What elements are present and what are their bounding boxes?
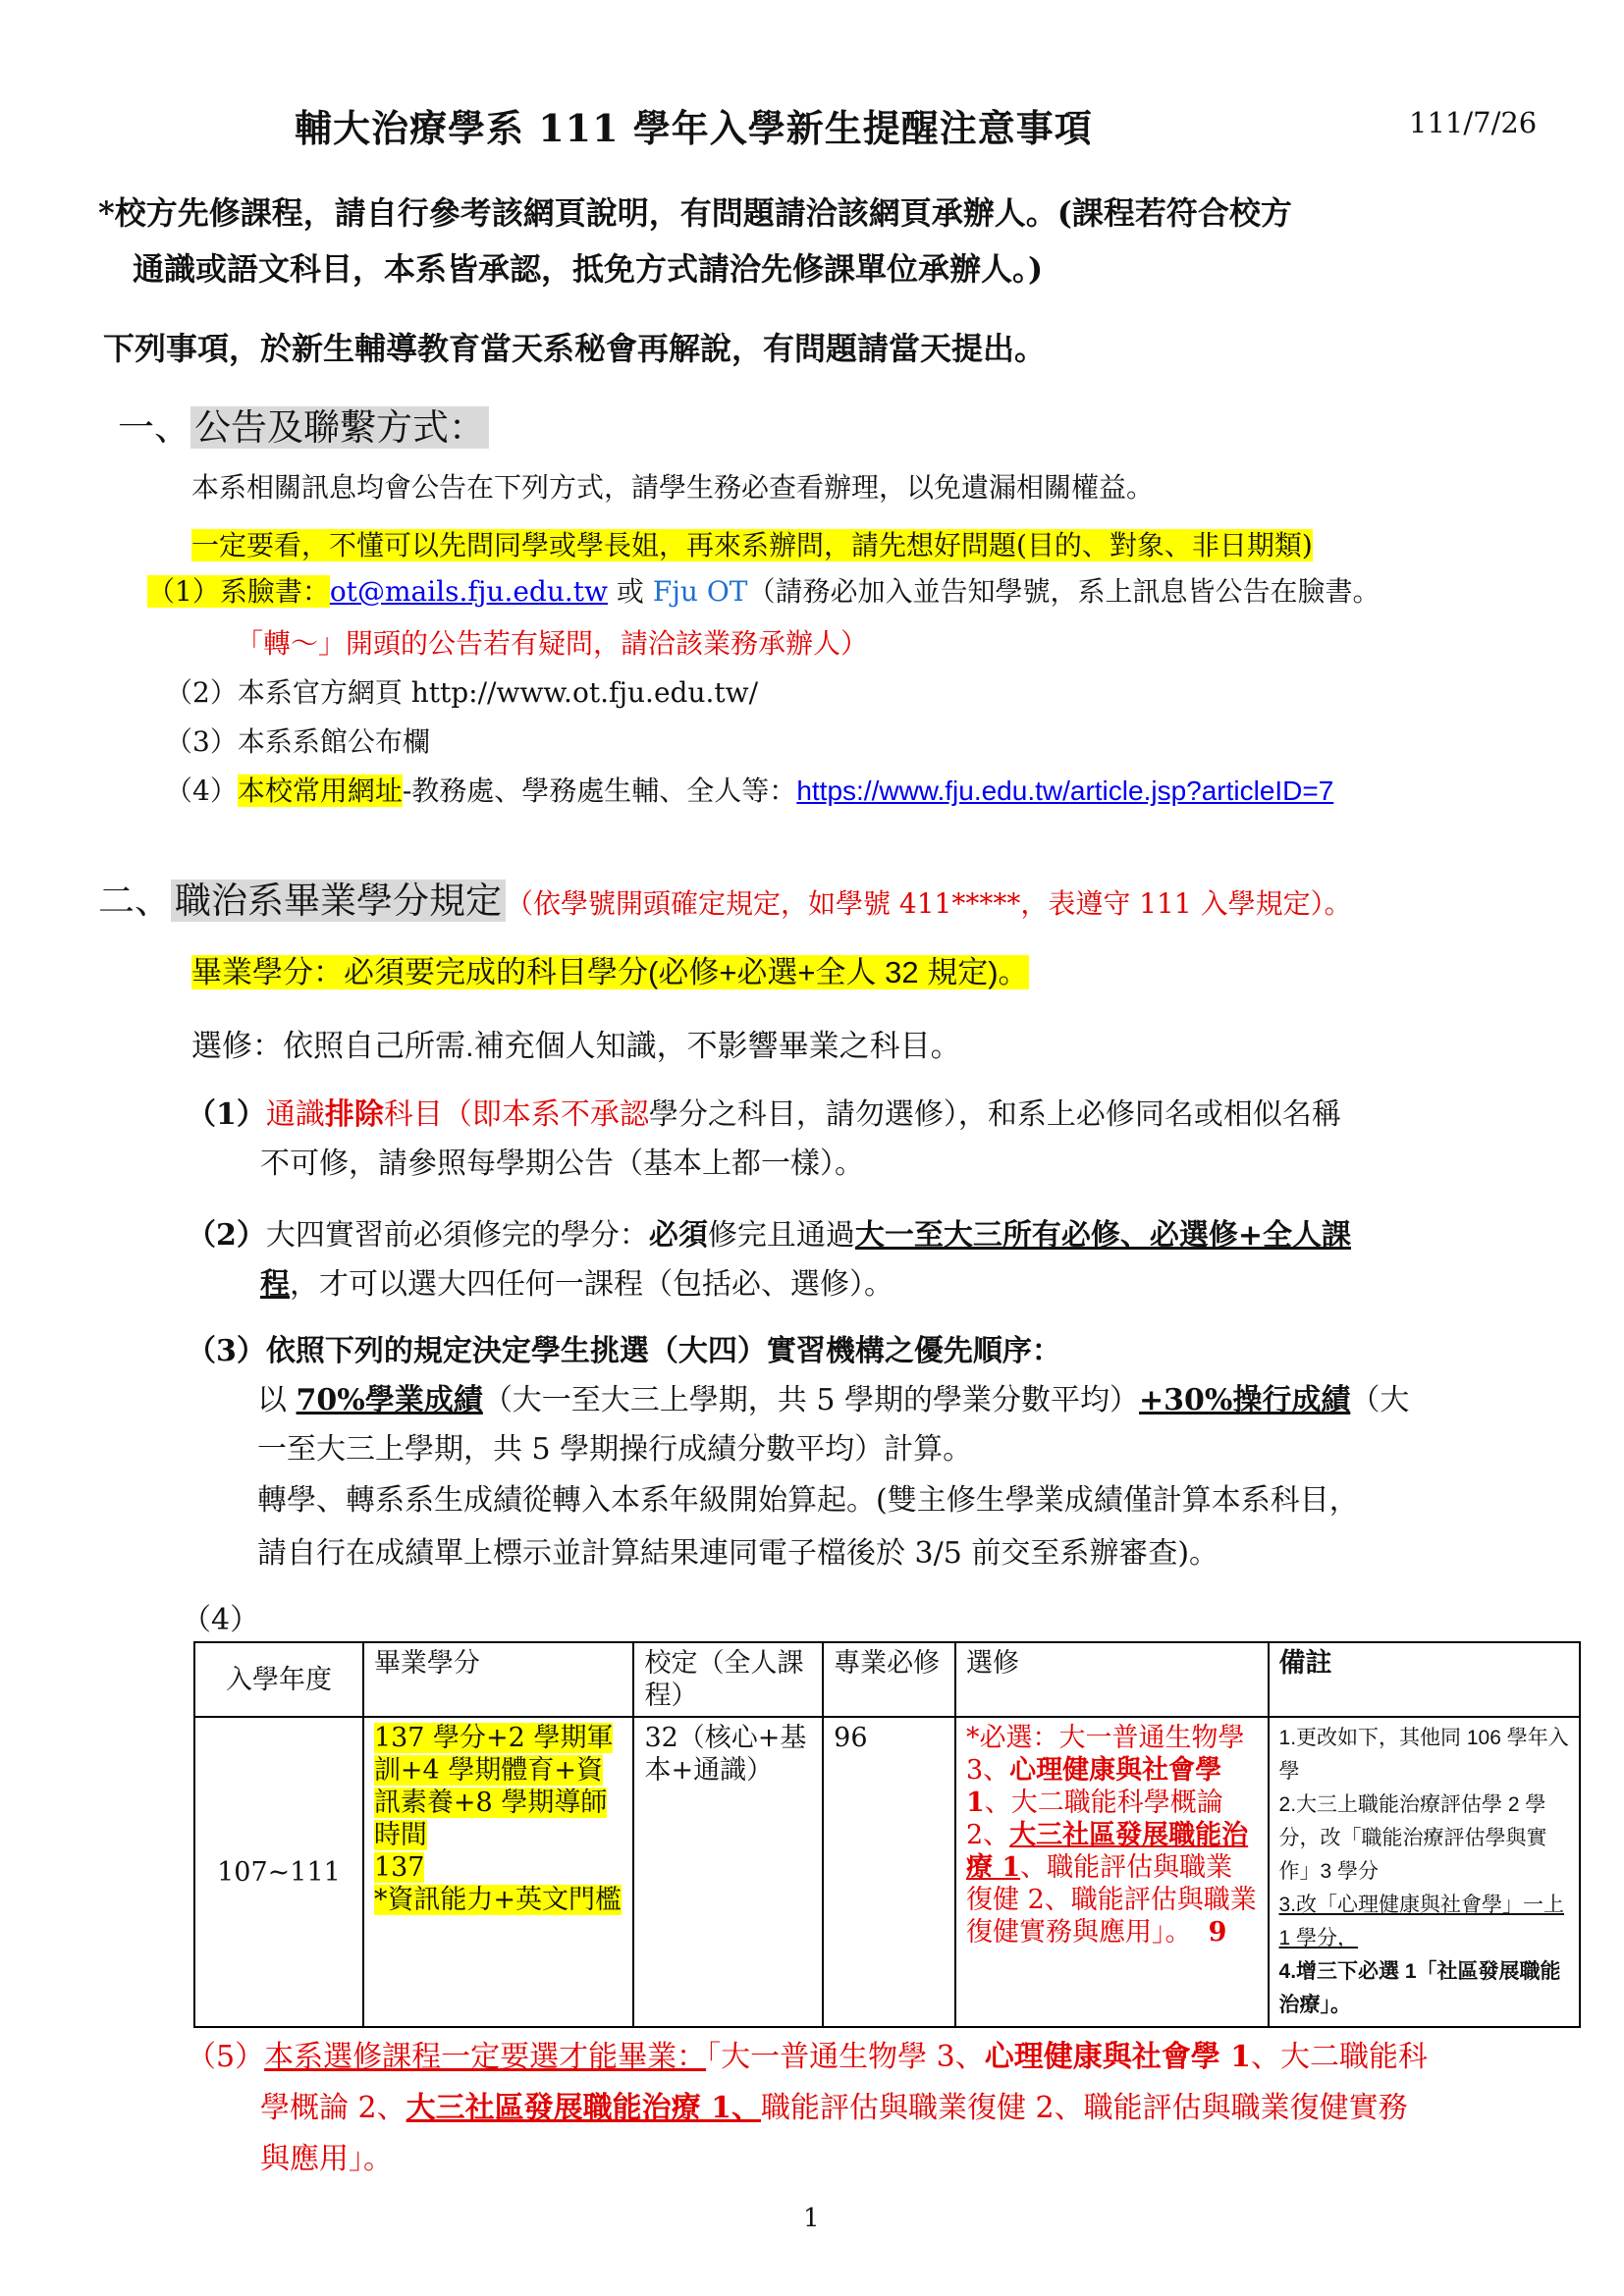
rule-2-line-2: 程，才可以選大四任何一課程（包括必、選修）。 bbox=[260, 1267, 893, 1302]
year-cell: 107~111 bbox=[194, 1717, 363, 2027]
intro-line-2: 通識或語文科目，本系皆承認，抵免方式請洽先修課單位承辦人。) bbox=[133, 250, 1044, 288]
intro-line-3: 下列事項，於新生輔導教育當天系秘會再解說，有問題請當天提出。 bbox=[103, 330, 1047, 367]
section1-item-facebook-note: 「轉～」開頭的公告若有疑問，請洽該業務承辦人） bbox=[236, 627, 869, 660]
table-header-row bbox=[194, 1642, 1580, 1717]
rule-4: （4） bbox=[182, 1603, 260, 1637]
rule-3-line-1: 以 70%學業成績（大一至大三上學期，共 5 學期的學業分數平均）+30%操行成績（大 bbox=[257, 1383, 1410, 1417]
table-header-cell: 備註 bbox=[1269, 1642, 1580, 1717]
rule-3-title: （3）依照下列的規定決定學生挑選（大四）實習機構之優先順序： bbox=[187, 1334, 1061, 1368]
table-header-cell: 校定（全人課程） bbox=[633, 1642, 823, 1717]
section1-desc: 本系相關訊息均會公告在下列方式，請學生務必查看辦理，以免遺漏相關權益。 bbox=[191, 471, 1155, 504]
table-header-cell: 畢業學分 bbox=[363, 1642, 634, 1717]
school-credit-cell: 32（核心+基本+通識） bbox=[633, 1717, 823, 2027]
page-title: 輔大治療學系 111 學年入學新生提醒注意事項 bbox=[295, 106, 1093, 150]
section2-title-note: （依學號開頭確定規定，如學號 411*****，表遵守 111 入學規定）。 bbox=[506, 887, 1352, 920]
grad-credit-definition: 畢業學分：必須要完成的科目學分(必修+必選+全人 32 規定)。 bbox=[191, 955, 1029, 989]
elective-definition: 選修：依照自己所需.補充個人知識，不影響畢業之科目。 bbox=[191, 1029, 961, 1063]
section2-heading bbox=[98, 874, 1352, 932]
section1-heading bbox=[118, 400, 489, 455]
table-header-cell: 選修 bbox=[955, 1642, 1269, 1717]
rule-5-line-2: 學概論 2、大三社區發展職能治療 1、職能評估與職業復健 2、職能評估與職業復健實務 bbox=[260, 2091, 1408, 2125]
section1-item-website: （2）本系官方網頁 http://www.ot.fju.edu.tw/ bbox=[165, 676, 759, 709]
rule-3-line-4: 請自行在成績單上標示並計算結果連同電子檔後於 3/5 前交至系辦審查)。 bbox=[257, 1536, 1219, 1571]
section1-must-read: 一定要看，不懂可以先問同學或學長姐，再來系辦問，請先想好問題(目的、對象、非日期類) bbox=[191, 529, 1313, 561]
school-links-url[interactable]: https://www.fju.edu.tw/article.jsp?articleID=7 bbox=[796, 775, 1334, 806]
rule-2: （2）大四實習前必須修完的學分：必須修完且通過大一至大三所有必修、必選修+全人課 bbox=[187, 1218, 1352, 1253]
rule-5: （5）本系選修課程一定要選才能畢業：「大一普通生物學 3、心理健康與社會學 1、大二職能科 bbox=[187, 2040, 1429, 2074]
section1-item-facebook: （1）系臉書：ot@mails.fju.edu.tw 或 Fju OT（請務必加入並告知學號，系上訊息皆公告在臉書。 bbox=[147, 575, 1380, 608]
section1-number: 一、 bbox=[118, 406, 190, 449]
table-header-cell: 入學年度 bbox=[194, 1642, 363, 1717]
section1-item-board: （3）本系系館公布欄 bbox=[165, 725, 430, 758]
intro-line-1: *校方先修課程，請自行參考該網頁說明，有問題請洽該網頁承辦人。(課程若符合校方 bbox=[98, 194, 1292, 232]
facebook-email-link[interactable]: ot@mails.fju.edu.tw bbox=[329, 575, 608, 608]
rule-1: （1）通識排除科目（即本系不承認學分之科目，請勿選修），和系上必修同名或相似名稱 bbox=[187, 1097, 1341, 1132]
table-header-cell: 專業必修 bbox=[823, 1642, 955, 1717]
section2-title: 職治系畢業學分規定 bbox=[171, 880, 506, 922]
remarks-cell: 1.更改如下，其他同 106 學年入學 2.大三上職能治療評估學 2 學分，改「職能治療評估學與實作」3 學分 3.改「心理健康與社會學」一上 1 學分， 4.增三下必選 1「社區發展職能治療」。 bbox=[1269, 1717, 1580, 2027]
elective-cell: *必選：大一普通生物學 3、心理健康與社會學 1、大二職能科學概論 2、大三社區發展職能治療 1、職能評估與職業復健 2、職能評估與職業復健實務與應用」。 9 bbox=[955, 1717, 1269, 2027]
document-date: 111/7/26 bbox=[1409, 106, 1538, 139]
section1-title: 公告及聯繫方式： bbox=[190, 406, 489, 449]
major-credit-cell: 96 bbox=[823, 1717, 955, 2027]
rule-1-line-2: 不可修，請參照每學期公告（基本上都一樣）。 bbox=[260, 1147, 864, 1181]
facebook-group-name: Fju OT bbox=[652, 575, 748, 608]
rule-3-line-3: 轉學、轉系系生成績從轉入本系年級開始算起。(雙主修生學業成績僅計算本系科目， bbox=[257, 1483, 1359, 1518]
table-row bbox=[194, 1717, 1580, 2027]
rule-5-line-3: 與應用」。 bbox=[260, 2142, 393, 2176]
grad-credit-cell: 137 學分+2 學期軍訓+4 學期體育+資訊素養+8 學期導師時間 137 *資訊能力+英文門檻 bbox=[363, 1717, 634, 2027]
rule-3-line-2: 一至大三上學期，共 5 學期操行成績分數平均）計算。 bbox=[257, 1432, 973, 1467]
section2-number: 二、 bbox=[98, 880, 171, 922]
page-number: 1 bbox=[803, 2204, 820, 2233]
section1-item-links: （4）本校常用網址-教務處、學務處生輔、全人等：https://www.fju.edu.tw/article.jsp?articleID=7 bbox=[165, 774, 1334, 807]
credit-table bbox=[193, 1641, 1581, 2028]
